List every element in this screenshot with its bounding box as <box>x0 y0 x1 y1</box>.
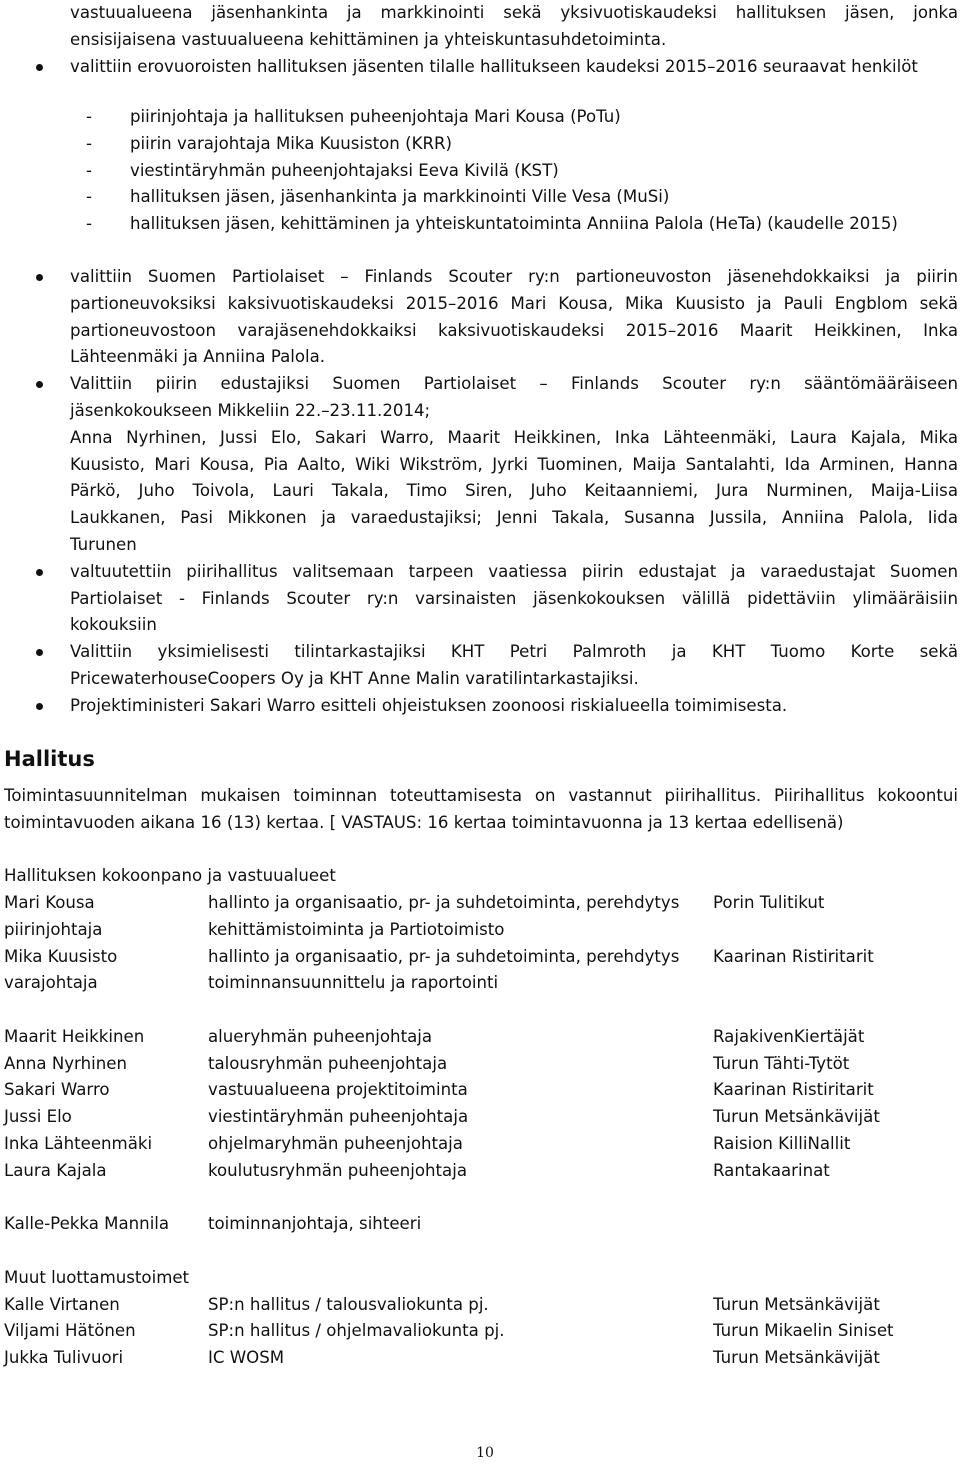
other-positions-title: Muut luottamustoimet <box>4 1268 190 1287</box>
bullet-dot <box>36 569 43 576</box>
page-number: 10 <box>476 1445 494 1461</box>
table-row: Laura Kajala koulutusryhmän puheenjohtaja Rantakaarinat <box>4 1161 830 1180</box>
intro-line-1: Toimintasuunnitelman mukaisen toiminnan toteuttamisesta on vastannut piirihallitus. Piirihallitus kokoontui <box>4 786 958 805</box>
list-item: - hallituksen jäsen, jäsenhankinta ja markkinointi Ville Vesa (MuSi) <box>86 187 670 207</box>
table-row: Maarit Heikkinen alueryhmän puheenjohtaja RajakivenKiertäjät <box>4 1027 865 1046</box>
bullet-dot <box>36 381 43 388</box>
table-row: piirinjohtaja kehittämistoiminta ja Partiotoimisto <box>4 920 505 939</box>
decision-list <box>0 264 960 720</box>
bullet-text: valittiin erovuoroisten hallituksen jäsenten tilalle hallitukseen kaudeksi 2015–2016 seuraavat henkilöt <box>70 56 918 76</box>
bullet-dot <box>36 64 43 71</box>
table-row: Kalle Virtanen SP:n hallitus / talousvaliokunta pj. Turun Metsänkävijät <box>4 1295 880 1314</box>
table-row: varajohtaja toiminnansuunnittelu ja raportointi <box>4 973 499 992</box>
continuation-line-1: vastuualueena jäsenhankinta ja markkinointi sekä yksivuotiskaudeksi hallituksen jäsen, jonka <box>70 3 958 22</box>
bullet-dot <box>36 649 43 656</box>
continuation-line-2: ensisijaisena vastuualueena kehittäminen ja yhteiskuntasuhdetoiminta. <box>70 29 667 49</box>
bullet-board-election <box>0 54 960 81</box>
bullet-dot <box>36 703 43 710</box>
list-item: - viestintäryhmän puheenjohtajaksi Eeva Kivilä (KST) <box>86 160 559 180</box>
table-row: Sakari Warro vastuualueena projektitoiminta Kaarinan Ristiritarit <box>4 1080 874 1099</box>
table-row: Jukka Tulivuori IC WOSM Turun Metsänkävijät <box>4 1348 880 1367</box>
table-row: Inka Lähteenmäki ohjelmaryhmän puheenjohtaja Raision KilliNallit <box>4 1134 851 1153</box>
bullet-item: valtuutettiin piirihallitus valitsemaan tarpeen vaatiessa piirin edustajat ja varaedustajat Suomen Partiolaiset - Finlands Scouter ry:n varsinaisten jäsenkokouksen välillä pidettäviin ylimääräisiin kokouksiin <box>0 559 958 639</box>
table-row: Mari Kousa hallinto ja organisaatio, pr- ja suhdetoiminta, perehdytys Porin Tulitikut <box>4 893 825 912</box>
bullet-item: Valittiin piirin edustajiksi Suomen Partiolaiset – Finlands Scouter ry:n sääntömääräiseen jäsenkokoukseen Mikkeliin 22.–23.11.2014; Anna Nyrhinen, Jussi Elo, Sakari Warro, Maarit Heikkinen, Inka Lähteenmäki, Laura Kajala, Mika Kuusisto, Mari Kousa, Pia Aalto, Wiki Wikström, Jyrki Tuominen, Maija Santalahti, Ida Arminen, Hanna Pärkö, Juho Toivola, Lauri Takala, Timo Siren, Juho Keitaanniemi, Jura Nurminen, Maija-Liisa Laukkanen, Pasi Mikkonen ja varaedustajiksi; Jenni Takala, Susanna Jussila, Anniina Palola, Iida Turunen <box>0 371 958 559</box>
list-item: - hallituksen jäsen, kehittäminen ja yhteiskuntatoiminta Anniina Palola (HeTa) (kaudelle 2015) <box>86 214 898 234</box>
list-item: - piirin varajohtaja Mika Kuusiston (KRR) <box>86 133 452 153</box>
section-heading: Hallitus <box>4 747 95 771</box>
bullet-item: Projektiministeri Sakari Warro esitteli ohjeistuksen zoonoosi riskialueella toimimisesta. <box>0 693 958 720</box>
intro-line-2: toimintavuoden aikana 16 (13) kertaa. [ VASTAUS: 16 kertaa toimintavuonna ja 13 kertaa edellisenä) <box>4 813 844 832</box>
table-row: Viljami Hätönen SP:n hallitus / ohjelmavaliokunta pj. Turun Mikaelin Siniset <box>4 1321 894 1340</box>
list-item: - piirinjohtaja ja hallituksen puheenjohtaja Mari Kousa (PoTu) <box>86 107 621 126</box>
board-member-list <box>86 104 946 238</box>
bullet-item: valittiin Suomen Partiolaiset – Finlands Scouter ry:n partioneuvoston jäsenehdokkaiksi ja piirin partioneuvoksiksi kaksivuotiskaudeksi 2015–2016 Mari Kousa, Mika Kuusisto ja Pauli Engblom sekä partioneuvostoon varajäsenehdokkaiksi kaksivuotiskaudeksi 2015–2016 Maarit Heikkinen, Inka Lähteenmäki ja Anniina Palola. <box>0 264 958 371</box>
bullet-dot <box>36 274 43 281</box>
table-row: Mika Kuusisto hallinto ja organisaatio, pr- ja suhdetoiminta, perehdytys Kaarinan Ristiritarit <box>4 947 874 966</box>
bullet-item: Valittiin yksimielisesti tilintarkastajiksi KHT Petri Palmroth ja KHT Tuomo Korte sekä PricewaterhouseCoopers Oy ja KHT Anne Malin varatilintarkastajiksi. <box>0 639 958 693</box>
table-row: Jussi Elo viestintäryhmän puheenjohtaja Turun Metsänkävijät <box>4 1107 880 1126</box>
table-row: Anna Nyrhinen talousryhmän puheenjohtaja Turun Tähti-Tytöt <box>4 1054 850 1073</box>
composition-title: Hallituksen kokoonpano ja vastuualueet <box>4 866 336 885</box>
table-row: Kalle-Pekka Mannila toiminnanjohtaja, sihteeri <box>4 1214 422 1233</box>
